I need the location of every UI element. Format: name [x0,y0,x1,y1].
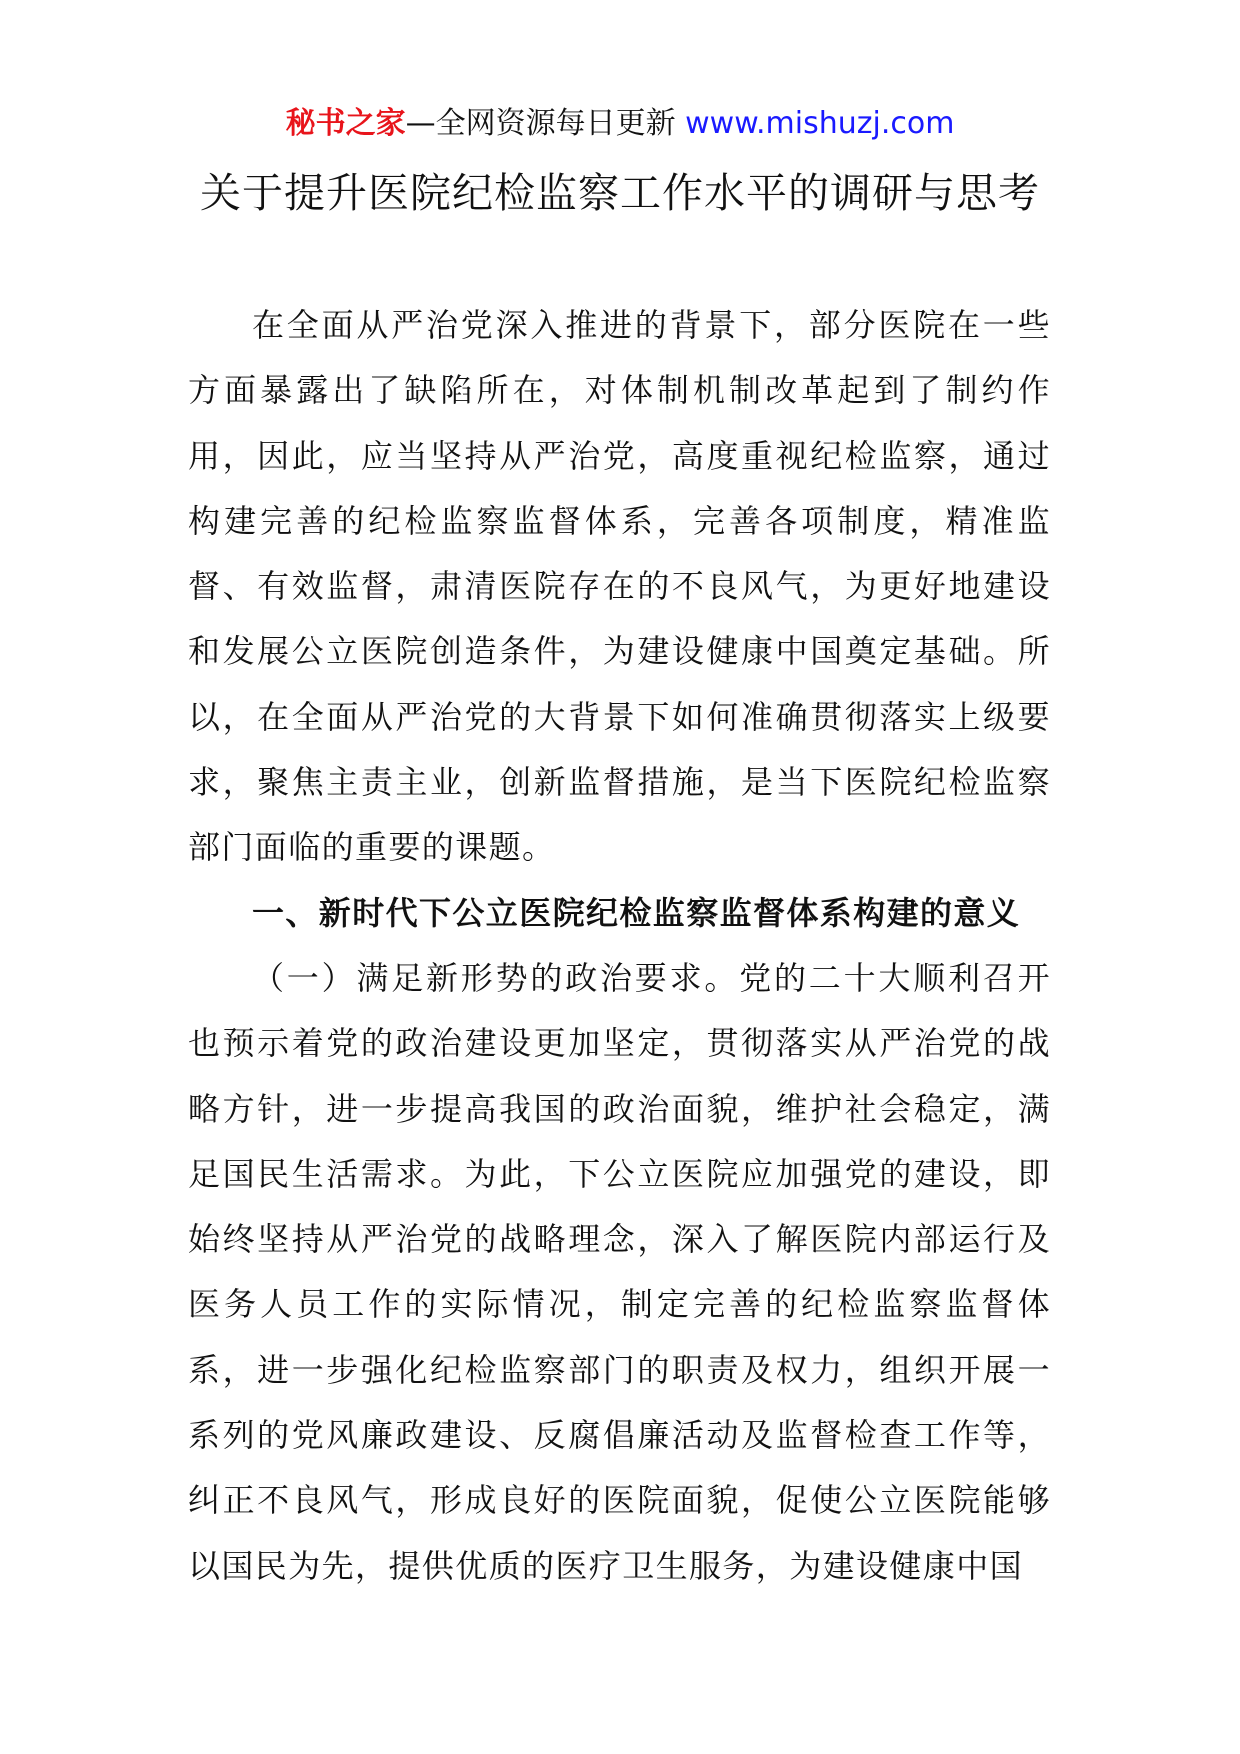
header-slogan: —全网资源每日更新 [405,106,676,141]
site-url-link[interactable]: www.mishuzj.com [685,106,955,141]
section-heading: 一、新时代下公立医院纪检监察监督体系构建的意义 [252,893,1021,932]
section-paragraph: （一）满足新形势的政治要求。党的二十大顺利召开也预示着党的政治建设更加坚定，贯彻落实从严治党的战略方针，进一步提高我国的政治面貌，维护社会稳定，满足国民生活需求。为此，下公立医院应加强党的建设，即始终坚持从严治党的战略理念，深入了解医院内部运行及医务人员工作的实际情况，制定完善的纪检监察监督体系，进一步强化纪检监察部门的职责及权力，组织开展一系列的党风廉政建设、反腐倡廉活动及监督检查工作等，纠正不良风气，形成良好的医院面貌，促使公立医院能够以国民为先，提供优质的医疗卫生服务，为建设健康中国 [188,958,1051,1585]
brand-name: 秘书之家 [285,106,406,141]
document-body [188,293,1051,1599]
intro-paragraph: 在全面从严治党深入推进的背景下，部分医院在一些方面暴露出了缺陷所在，对体制机制改革起到了制约作用，因此，应当坚持从严治党，高度重视纪检监察，通过构建完善的纪检监察监督体系，完善各项制度，精准监督、有效监督，肃清医院存在的不良风气，为更好地建设和发展公立医院创造条件，为建设健康中国奠定基础。所以，在全面从严治党的大背景下如何准确贯彻落实上级要求，聚焦主责主业，创新监督措施，是当下医院纪检监察部门面临的重要的课题。 [188,306,1051,867]
site-header [0,104,1240,144]
document-title: 关于提升医院纪检监察工作水平的调研与思考 [200,169,1040,217]
